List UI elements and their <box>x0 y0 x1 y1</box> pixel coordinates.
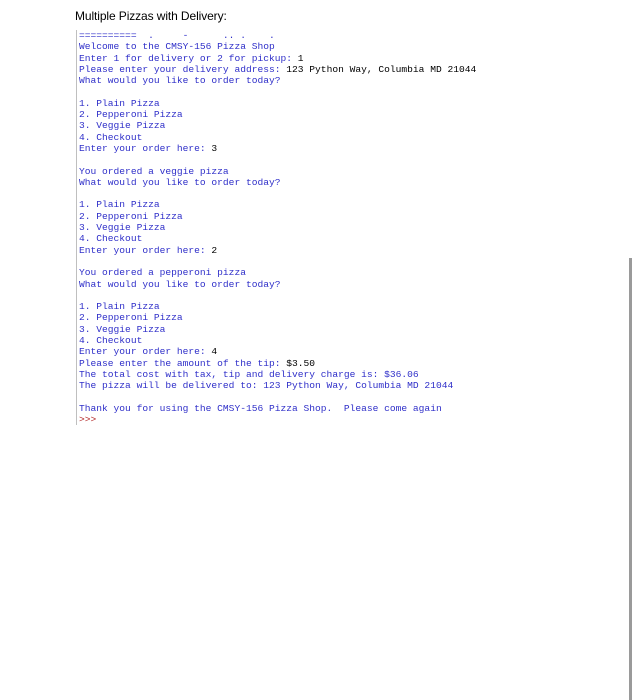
tip-prompt: Please enter the amount of the tip: <box>79 357 287 369</box>
tip-input: $3.50 <box>286 357 316 369</box>
ordered-line: You ordered a veggie pizza <box>79 165 229 177</box>
delivered-to-line: The pizza will be delivered to: 123 Python Way, Columbia MD 21044 <box>79 380 454 392</box>
thank-you-line: Thank you for using the CMSY-156 Pizza Shop. Please come again <box>79 402 442 414</box>
menu-item: 1. Plain Pizza <box>79 97 160 109</box>
order-question-line: What would you like to order today? <box>79 75 281 87</box>
blank-line <box>79 86 549 97</box>
blank-line <box>79 256 549 267</box>
menu-item: 1. Plain Pizza <box>79 301 160 313</box>
order-prompt-line <box>79 143 549 154</box>
menu-item: 4. Checkout <box>79 131 143 143</box>
shell-prompt[interactable]: >>> <box>79 414 97 426</box>
order-question-line: What would you like to order today? <box>79 278 281 290</box>
menu-item: 4. Checkout <box>79 233 143 245</box>
menu-item: 2. Pepperoni Pizza <box>79 109 183 121</box>
order-input: 4 <box>211 346 218 358</box>
address-input: 123 Python Way, Columbia MD 21044 <box>286 63 477 75</box>
ordered-line: You ordered a pepperoni pizza <box>79 267 246 279</box>
menu-item: 4. Checkout <box>79 335 143 347</box>
delivery-input: 1 <box>297 52 304 64</box>
menu-item: 3. Veggie Pizza <box>79 323 166 335</box>
delivery-prompt-line <box>79 53 549 64</box>
blank-line <box>79 154 549 165</box>
blank-line <box>79 188 549 199</box>
order-prompt-line <box>79 245 549 256</box>
scrollbar[interactable] <box>629 258 632 700</box>
order-prompt-line <box>79 346 549 357</box>
order-prompt: Enter your order here: <box>79 142 212 154</box>
page-heading: Multiple Pizzas with Delivery: <box>75 9 227 23</box>
order-input: 3 <box>211 142 218 154</box>
order-prompt: Enter your order here: <box>79 346 212 358</box>
python-shell-output <box>76 30 549 425</box>
blank-line <box>79 290 549 301</box>
address-prompt-line <box>79 64 549 75</box>
separator-line: ========== . - .. . . <box>79 30 275 41</box>
delivery-prompt: Enter 1 for delivery or 2 for pickup: <box>79 52 298 64</box>
address-prompt: Please enter your delivery address: <box>79 63 287 75</box>
welcome-line: Welcome to the CMSY-156 Pizza Shop <box>79 41 275 53</box>
order-question-line: What would you like to order today? <box>79 176 281 188</box>
menu-item: 2. Pepperoni Pizza <box>79 210 183 222</box>
order-input: 2 <box>211 244 218 256</box>
menu-item: 3. Veggie Pizza <box>79 222 166 234</box>
menu-item: 1. Plain Pizza <box>79 199 160 211</box>
menu-item: 2. Pepperoni Pizza <box>79 312 183 324</box>
order-prompt: Enter your order here: <box>79 244 212 256</box>
tip-prompt-line <box>79 358 549 369</box>
menu-item: 3. Veggie Pizza <box>79 120 166 132</box>
total-line: The total cost with tax, tip and delivery charge is: $36.06 <box>79 368 419 380</box>
blank-line <box>79 392 549 403</box>
